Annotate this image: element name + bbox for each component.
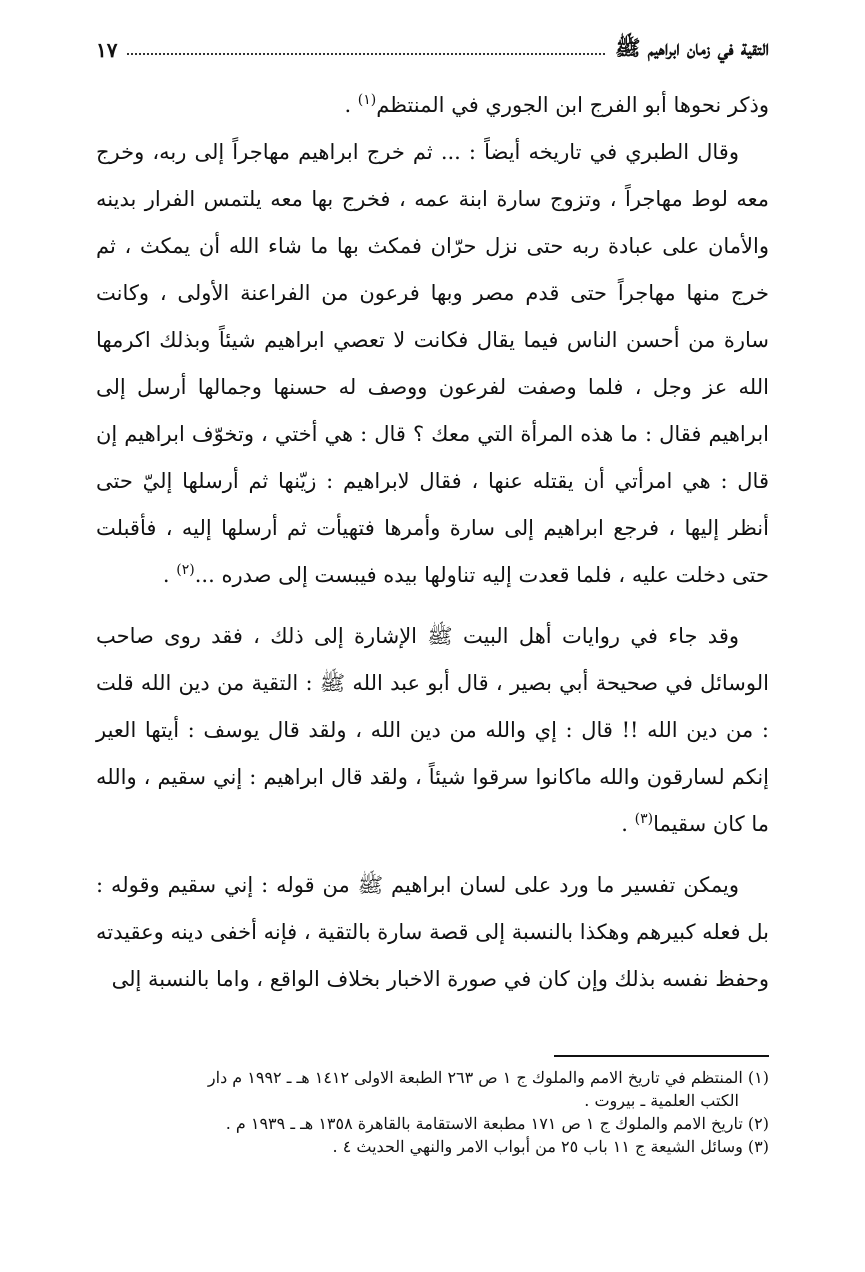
main-text [96,82,769,1003]
header-dot-leader [127,53,605,55]
footnote-ref-1[interactable]: (١) [357,92,377,108]
footnote-ref-2[interactable]: (٢) [176,562,195,578]
footnote-2: (٢) تاريخ الامم والملوك ج ١ ص ١٧١ مطبعة الاستقامة بالقاهرة ١٣٥٨ هـ ـ ١٩٣٩ م . [225,1114,769,1133]
footnote-3: (٣) وسائل الشيعة ج ١١ باب ٢٥ من أبواب الامر والنهي الحديث ٤ . [332,1137,769,1156]
chapter-title: التقية في زمان ابراهيم ﷺ [615,34,769,60]
footnote-separator [554,1055,769,1057]
footnotes [96,1066,769,1158]
footnote-1-continued: الكتب العلمية ـ بيروت . [584,1091,739,1110]
paragraph-3: وقد جاء في روايات أهل البيت ﷺ الإشارة إلى ذلك ، فقد روى صاحب الوسائل في صحيحة أبي بصير ، قال أبو عبد الله ﷺ : التقية من دين الله قلت : من دين الله !! قال : إي والله من دين الله ، ولقد قال يوسف : أيتها العير إنكم لسارقون والله ماكانوا سرقوا شيئاً ، ولقد قال ابراهيم : إني سقيم ، والله ما كان سقيما$^{(٣)}$ . [96,624,769,836]
footnote-1: (١) المنتظم في تاريخ الامم والملوك ج ١ ص ٢٦٣ الطبعة الاولى ١٤١٢ هـ ـ ١٩٩٢ م دار [207,1068,769,1087]
page-number: ١٧ [96,38,118,62]
running-header [96,30,769,70]
paragraph-2: وقال الطبري في تاريخه أيضاً : ... ثم خرج ابراهيم مهاجراً إلى ربه، وخرج معه لوط مهاجراً ، وتزوج سارة ابنة عمه ، فخرج بها معه يلتمس الفرار بدينه والأمان على عبادة ربه حتى نزل حرّان فمكث بها ما شاء الله أن يمكث ، ثم خرج منها مهاجراً حتى قدم مصر وبها فرعون من الفراعنة الأولى ، وكانت سارة من أحسن الناس فيما يقال فكانت لا تعصي ابراهيم شيئاً وبذلك اكرمها الله عز وجل ، فلما وصفت لفرعون ووصف له حسنها وجمالها أرسل إلى ابراهيم فقال : ما هذه المرأة التي معك ؟ قال : هي أختي ، وتخوّف ابراهيم إن قال : هي امرأتي أن يقتله عنها ، فقال لابراهيم : زيّنها ثم أرسلها إليّ حتى أنظر إليها ، فرجع ابراهيم إلى سارة وأمرها فتهيأت ثم أرسلها إليه ، فأقبلت حتى دخلت عليه ، فلما قعدت إليه تناولها بيده فيبست إلى صدره ...$^{(٢)}$ . [96,140,769,587]
paragraph-4: ويمكن تفسير ما ورد على لسان ابراهيم ﷺ من قوله : إني سقيم وقوله : بل فعله كبيرهم وهكذا بالنسبة إلى قصة سارة بالتقية ، فإنه أخفى دينه وعقيدته وحفظ نفسه بذلك وإن كان في صورة الاخبار بخلاف الواقع ، واما بالنسبة إلى [96,873,769,991]
paragraph-1: وذكر نحوها أبو الفرج ابن الجوري في المنتظم$^{(١)}$ . [344,92,769,117]
footnote-ref-3[interactable]: (٣) [634,811,654,827]
